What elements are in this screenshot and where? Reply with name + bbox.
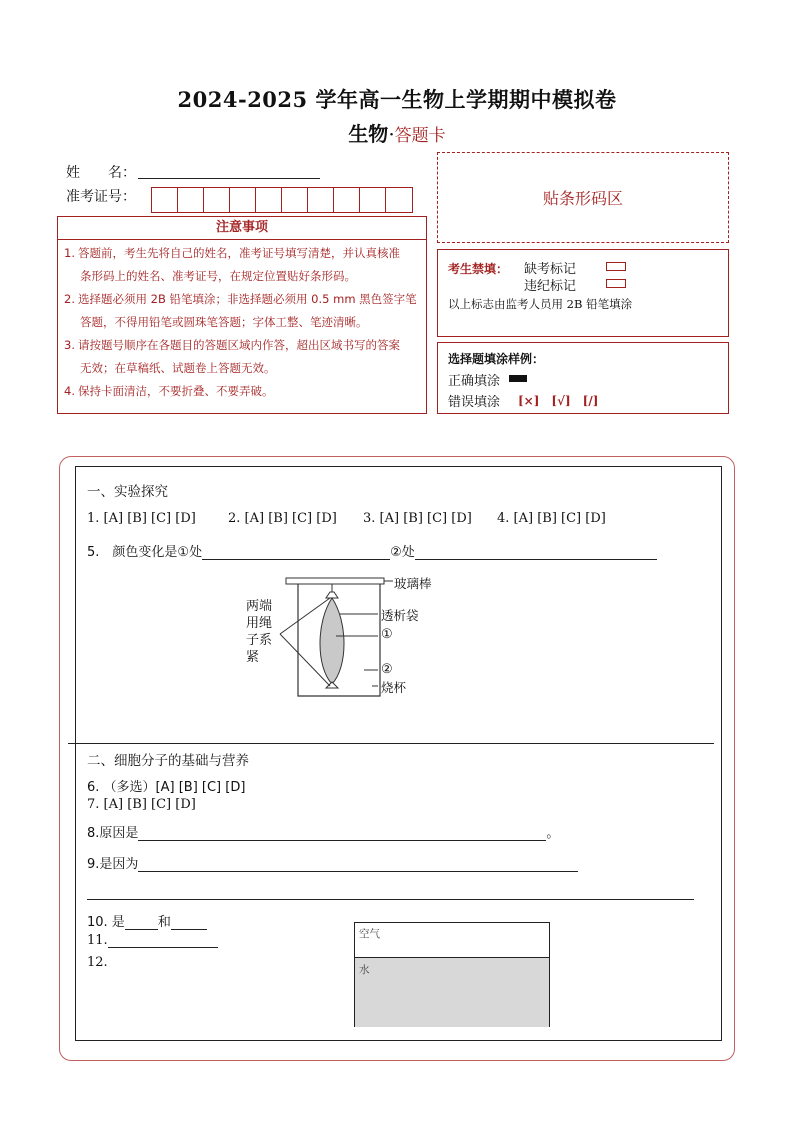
name-field[interactable] bbox=[138, 178, 320, 179]
section1-title: 一、实验探究 bbox=[87, 484, 168, 500]
mc-question-3[interactable]: 3. [A] [B] [C] [D] bbox=[363, 511, 472, 526]
q9: 9.是因为 bbox=[87, 853, 578, 872]
glass-rod-label: 玻璃棒 bbox=[394, 576, 432, 591]
notes-heading: 注意事项 bbox=[58, 217, 426, 240]
q9-blank-line2[interactable] bbox=[87, 899, 694, 900]
q10-blank-1[interactable] bbox=[125, 929, 158, 930]
subtitle bbox=[0, 118, 794, 147]
mc-question-2[interactable]: 2. [A] [B] [C] [D] bbox=[228, 511, 337, 526]
notes-item: 4. 保持卡面清洁，不要折叠、不要弄破。 bbox=[64, 384, 274, 398]
q10: 10. 是 和 bbox=[87, 911, 207, 930]
q10-blank-2[interactable] bbox=[171, 929, 207, 930]
barcode-area[interactable] bbox=[437, 152, 729, 243]
notes-item: 2. 选择题必须用 2B 铅笔填涂；非选择题必须用 0.5 mm 黑色签字笔 答题，不得用铅笔或圆珠笔答题；字体工整、笔迹清晰。 bbox=[64, 292, 417, 329]
q5-blank-1[interactable] bbox=[202, 559, 390, 560]
mc-question-6[interactable]: 6. （多选）[A] [B] [C] [D] bbox=[87, 780, 246, 795]
forbidden-box bbox=[437, 249, 729, 337]
exam-no-digit[interactable] bbox=[230, 188, 256, 212]
exam-no-digit[interactable] bbox=[282, 188, 308, 212]
q5: 5. 颜色变化是①处 ②处 bbox=[87, 541, 657, 560]
exam-no-boxes[interactable] bbox=[151, 187, 413, 213]
glass-rod-icon bbox=[286, 578, 384, 584]
mc-question-4[interactable]: 4. [A] [B] [C] [D] bbox=[497, 511, 606, 526]
q5-blank-2[interactable] bbox=[415, 559, 657, 560]
forbidden-note: 以上标志由监考人员用 2B 铅笔填涂 bbox=[448, 297, 633, 311]
air-label: 空气 bbox=[359, 928, 380, 940]
q8-blank[interactable] bbox=[138, 840, 546, 841]
exam-no-digit[interactable] bbox=[386, 188, 412, 212]
subtitle-dot: · bbox=[388, 122, 395, 146]
water-layer bbox=[355, 958, 549, 1027]
exam-no-digit[interactable] bbox=[178, 188, 204, 212]
exam-no-digit[interactable] bbox=[334, 188, 360, 212]
violation-mark-box[interactable] bbox=[606, 279, 626, 288]
section-divider bbox=[68, 743, 714, 744]
diagram-mark-2: ② bbox=[381, 662, 393, 677]
correct-fill-mark bbox=[509, 375, 527, 382]
notes-box bbox=[57, 216, 427, 414]
notes-item: 3. 请按题号顺序在各题目的答题区域内作答，超出区域书写的答案 无效；在草稿纸、试题卷上答题无效。 bbox=[64, 338, 400, 375]
diagram-mark-1: ① bbox=[381, 627, 393, 642]
q11: 11. bbox=[87, 933, 218, 948]
sample-box bbox=[437, 342, 729, 414]
absent-label: 缺考标记 bbox=[524, 262, 577, 277]
forbidden-label: 考生禁填： bbox=[448, 262, 509, 276]
exam-no-digit[interactable] bbox=[152, 188, 178, 212]
correct-label: 正确填涂 bbox=[448, 374, 501, 389]
absent-mark-box[interactable] bbox=[606, 262, 626, 271]
notes-item: 1. 答题前，考生先将自己的姓名，准考证号填写清楚，并认真核准 条形码上的姓名、准考证号，在规定位置贴好条形码。 bbox=[64, 246, 400, 283]
air-layer bbox=[355, 923, 549, 958]
dialysis-bag-icon bbox=[320, 598, 344, 684]
mc-question-7[interactable]: 7. [A] [B] [C] [D] bbox=[87, 797, 196, 812]
wrong-label: 错误填涂 bbox=[448, 395, 501, 410]
diagram-left-label: 两端 用绳 子系 紧 bbox=[246, 599, 273, 665]
card-label: 答题卡 bbox=[394, 126, 446, 146]
water-label: 水 bbox=[359, 964, 370, 976]
mc-question-1[interactable]: 1. [A] [B] [C] [D] bbox=[87, 511, 196, 526]
section2-title: 二、细胞分子的基础与营养 bbox=[87, 753, 249, 769]
violation-label: 违纪标记 bbox=[524, 279, 577, 294]
q12: 12. bbox=[87, 955, 108, 970]
sample-title: 选择题填涂样例： bbox=[448, 352, 545, 366]
exam-no-digit[interactable] bbox=[360, 188, 386, 212]
page-title: 2024-2025 学年高一生物上学期期中模拟卷 bbox=[177, 87, 617, 112]
q8: 8.原因是 。 bbox=[87, 826, 560, 841]
circle-1-mark: ① bbox=[177, 545, 190, 560]
exam-no-digit[interactable] bbox=[308, 188, 334, 212]
name-label: 姓 名： bbox=[66, 165, 136, 181]
dialysis-bag-label: 透析袋 bbox=[381, 608, 419, 623]
q11-blank[interactable] bbox=[108, 947, 218, 948]
exam-no-digit[interactable] bbox=[204, 188, 230, 212]
air-water-container bbox=[354, 922, 550, 1027]
exam-no-digit[interactable] bbox=[256, 188, 282, 212]
subject-label: 生物 bbox=[348, 122, 389, 146]
wrong-marks: [×] [√] [/] bbox=[518, 394, 599, 408]
barcode-label: 贴条形码区 bbox=[542, 189, 623, 208]
q9-blank[interactable] bbox=[138, 871, 578, 872]
exam-no-label: 准考证号： bbox=[66, 189, 136, 205]
beaker-label: 烧杯 bbox=[381, 680, 407, 695]
